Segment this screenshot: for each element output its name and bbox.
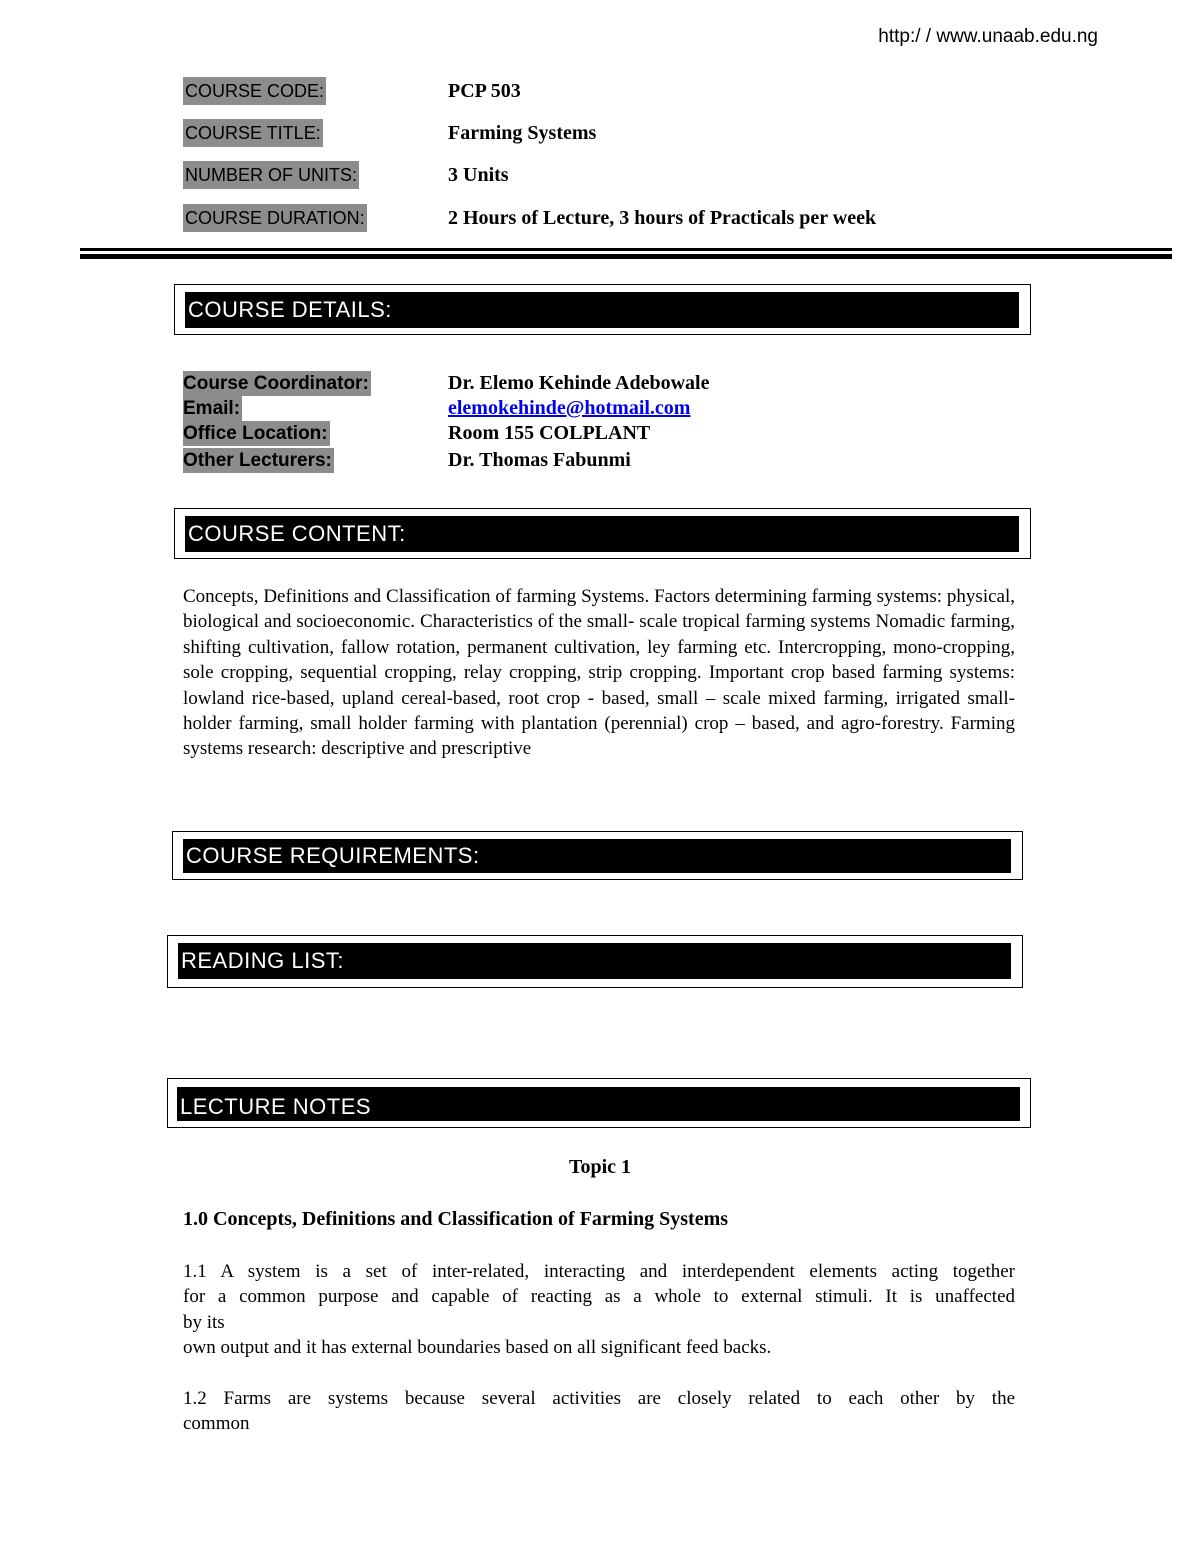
- office-label: Office Location:: [183, 423, 328, 444]
- units-value: 3 Units: [448, 164, 509, 186]
- coordinator-value: Dr. Elemo Kehinde Adebowale: [448, 372, 710, 394]
- reading-list-heading: READING LIST:: [178, 943, 1011, 979]
- course-requirements-heading: COURSE REQUIREMENTS:: [183, 839, 1011, 873]
- header-rule-top: [80, 248, 1172, 251]
- units-label: NUMBER OF UNITS:: [183, 161, 359, 189]
- p1-line-4: own output and it has external boundaries based on all significant feed backs.: [183, 1337, 772, 1359]
- coordinator-label: Course Coordinator:: [183, 373, 369, 394]
- course-content-heading: COURSE CONTENT:: [185, 516, 1019, 552]
- email-link[interactable]: elemokehinde@hotmail.com: [448, 397, 691, 419]
- course-code-value: PCP 503: [448, 80, 521, 102]
- course-title-label: COURSE TITLE:: [183, 119, 323, 147]
- lecture-notes-heading: LECTURE NOTES: [177, 1087, 1020, 1121]
- email-label: Email:: [183, 398, 241, 419]
- other-lecturers-value: Dr. Thomas Fabunmi: [448, 449, 631, 471]
- p1-line-1: 1.1 A system is a set of inter-related, interacting and interdependent elements acting together: [183, 1261, 1015, 1282]
- course-content-text: Concepts, Definitions and Classification of farming Systems. Factors determining farming systems: physical, biological and socioeconomic. Characteristics of the small- scale tropical farming systems Nomadic farming, shifting cultivation, fallow rotation, permanent cultivation, ley farming etc. Intercropping, mono-cropping, sole cropping, sequential cropping, relay cropping, strip cropping. Important crop based farming systems: lowland rice-based, upland cereal-based, root crop - based, small – scale mixed farming, irrigated small-holder farming, small holder farming with plantation (perennial) crop – based, and agro-forestry. Farming systems research: descriptive and prescriptive: [183, 586, 1015, 760]
- course-code-label: COURSE CODE:: [183, 77, 326, 105]
- header-rule-bottom: [80, 254, 1172, 259]
- office-value: Room 155 COLPLANT: [448, 422, 651, 444]
- topic-title: Topic 1: [568, 1156, 632, 1178]
- p2-line-1: 1.2 Farms are systems because several activities are closely related to each other by the: [183, 1388, 1015, 1409]
- duration-label: COURSE DURATION:: [183, 204, 367, 232]
- paragraph-1-2: [183, 1386, 1015, 1437]
- p1-line-2: for a common purpose and capable of reacting as a whole to external stimuli. It is unaffected: [183, 1286, 1015, 1308]
- topic-heading: 1.0 Concepts, Definitions and Classification of Farming Systems: [183, 1208, 729, 1230]
- other-lecturers-label: Other Lecturers:: [183, 450, 332, 471]
- paragraph-1-1: [183, 1259, 1015, 1361]
- site-url: http:/ / www.unaab.edu.ng: [878, 26, 1098, 47]
- course-title-value: Farming Systems: [448, 122, 597, 144]
- duration-value: 2 Hours of Lecture, 3 hours of Practicals per week: [448, 207, 877, 229]
- p1-line-3: by its: [183, 1311, 225, 1333]
- course-details-heading: COURSE DETAILS:: [185, 292, 1019, 328]
- p2-line-2: common: [183, 1413, 250, 1435]
